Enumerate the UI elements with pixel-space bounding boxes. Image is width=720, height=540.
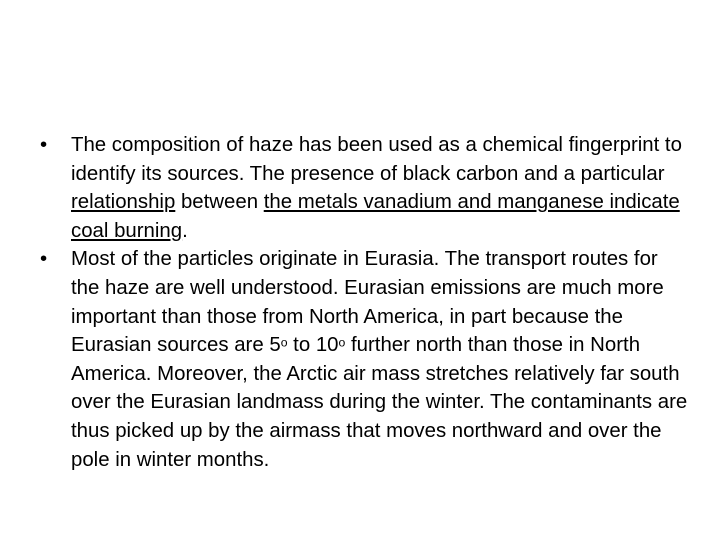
underlined-relationship: relationship: [71, 191, 176, 214]
bullet-text: further north than those in North America. Moreover, the Arctic air mass stretches relatively far south over the Eurasian landmass during the winter. The contaminants are thus picked up by the airmass that moves northward and over the pole in winter months.: [71, 334, 688, 471]
bullet-text: .: [182, 219, 188, 242]
underlined-metals-phrase: the metals vanadium and manganese indicate coal burning: [71, 191, 680, 242]
bullet-list: [40, 131, 690, 474]
bullet-text: to 10: [287, 334, 339, 357]
bullet-dot-icon: •: [40, 134, 48, 156]
bullet-haze-composition: [40, 131, 690, 245]
degree-symbol: o: [338, 335, 346, 350]
bullet-text: between: [175, 191, 264, 214]
bullet-text: Most of the particles originate in Eurasia. The transport routes for the haze are well understood. Eurasian emissions are much more important than those from North America, in part because the Eurasian sources are 5: [71, 248, 664, 357]
bullet-text: The composition of haze has been used as a chemical fingerprint to identify its sources. The presence of black carbon and a particular: [71, 134, 682, 185]
bullet-eurasia-origin: [40, 245, 690, 474]
degree-symbol: o: [280, 335, 288, 350]
bullet-dot-icon: •: [40, 248, 48, 271]
